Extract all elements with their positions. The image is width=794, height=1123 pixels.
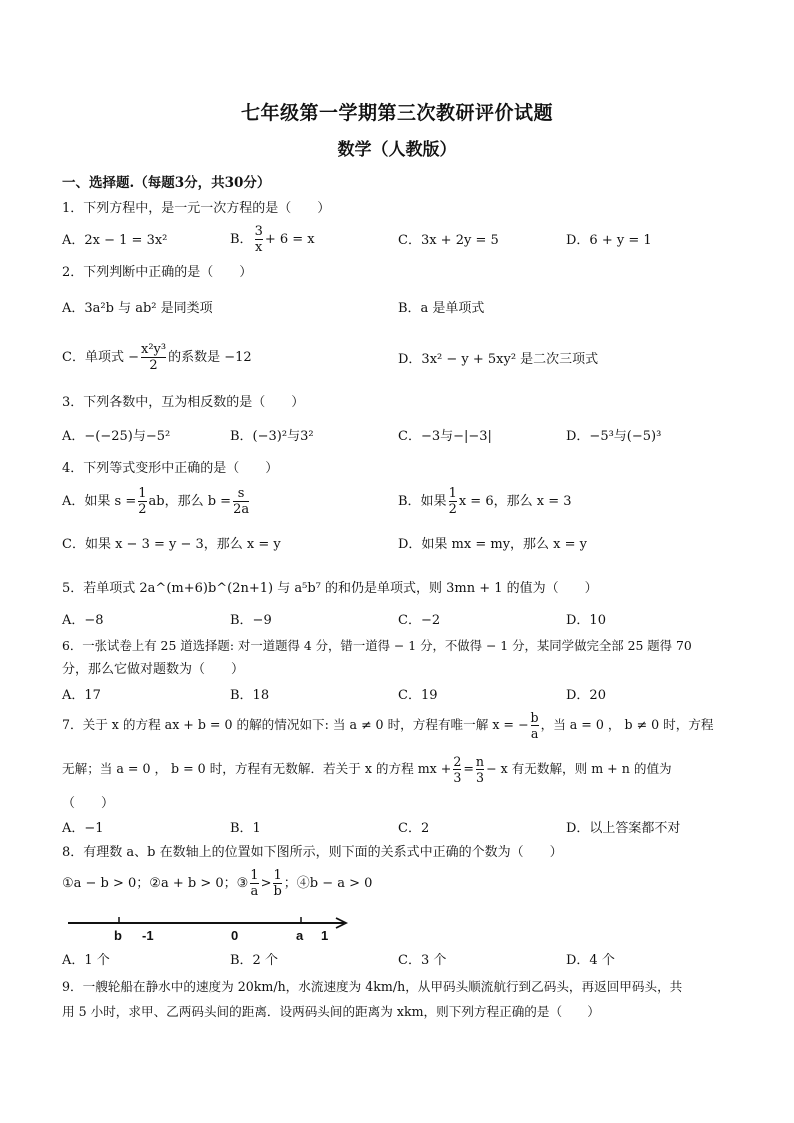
q7-option-b: B．1 [230, 821, 261, 836]
axis-label-one: 1 [321, 928, 329, 943]
q1-option-a: A．2x − 1 = 3x² [62, 233, 168, 248]
question-7-line-3: （ ） [62, 796, 115, 811]
number-line-figure [60, 912, 360, 946]
q5-option-b: B．−9 [230, 613, 272, 628]
question-1-stem: 1．下列方程中，是一元一次方程的是（ ） [62, 201, 331, 216]
q6-option-c: C．19 [398, 688, 438, 703]
q5-option-c: C．−2 [398, 613, 441, 628]
axis-label-zero: 0 [231, 928, 239, 943]
question-7-line-1: 7．关于 x 的方程 ax + b = 0 的解的情况如下: 当 a ≠ 0 时，方程有唯一解 x = − $\frac{b}{a}$ ，当 a = 0 ， b ≠ 0 时，方程 [62, 710, 714, 741]
q4-option-a: A．如果 s = $\frac{1}{2}$ ab，那么 b = $\frac{s}{2a}$ [62, 486, 250, 517]
axis-label-minus-one: -1 [142, 928, 154, 943]
question-9-line-1: 9．一艘轮船在静水中的速度为 20km/h，水流速度为 4km/h，从甲码头顺流航行到乙码头，再返回甲码头，共 [62, 979, 683, 994]
axis-label-a: a [296, 928, 304, 943]
page-subtitle: 数学（人教版） [337, 140, 457, 160]
question-8-stem: 8．有理数 a、b 在数轴上的位置如下图所示，则下面的关系式中正确的个数为（ ） [62, 845, 563, 860]
q7-option-d: D．以上答案都不对 [566, 821, 681, 836]
q1-option-c: C．3x + 2y = 5 [398, 233, 499, 248]
q6-option-b: B．18 [230, 688, 270, 703]
question-5-stem: 5．若单项式 2a^(m+6)b^(2n+1) 与 a⁵b⁷ 的和仍是单项式，则 3mn + 1 的值为（ ） [62, 581, 598, 596]
q3-option-d: D．−5³与(−5)³ [566, 429, 662, 444]
section-heading: 一、选择题.（每题3分，共30分） [62, 175, 271, 191]
q8-option-a: A．1 个 [62, 953, 110, 968]
q3-option-c: C．−3与−|−3| [398, 429, 492, 444]
question-6-line-2: 分，那么它做对题数为（ ） [62, 662, 245, 677]
q2-option-d: D．3x² − y + 5xy² 是二次三项式 [398, 352, 599, 367]
q6-option-d: D．20 [566, 688, 606, 703]
q3-option-b: B．(−3)²与3² [230, 429, 314, 444]
q4-option-b: B．如果 $\frac{1}{2}$ x = 6，那么 x = 3 [398, 486, 572, 517]
q1-option-b: B． $\frac{3}{x}$ + 6 = x [230, 224, 315, 255]
q5-option-a: A．−8 [62, 613, 104, 628]
q8-option-b: B．2 个 [230, 953, 278, 968]
question-3-stem: 3．下列各数中，互为相反数的是（ ） [62, 395, 305, 410]
q8-option-c: C．3 个 [398, 953, 447, 968]
q8-option-d: D．4 个 [566, 953, 615, 968]
question-7-line-2: 无解；当 a = 0 ， b = 0 时，方程有无数解．若关于 x 的方程 mx + $\frac{2}{3}$ = $\frac{n}{3}$ − x 有无数解，则 m + n 的值为 [62, 754, 672, 785]
q1-option-d: D．6 + y = 1 [566, 233, 652, 248]
axis-label-b: b [114, 928, 122, 943]
q5-option-d: D．10 [566, 613, 606, 628]
question-9-line-2: 用 5 小时，求甲、乙两码头间的距离．设两码头间的距离为 xkm，则下列方程正确的是（ ） [62, 1004, 600, 1019]
q4-option-c: C．如果 x − 3 = y − 3，那么 x = y [62, 537, 281, 552]
question-8-relations: ①a − b > 0；②a + b > 0；③ $\frac{1}{a}$ > $\frac{1}{b}$ ；④b − a > 0 [62, 868, 373, 899]
question-2-stem: 2．下列判断中正确的是（ ） [62, 265, 253, 280]
q6-option-a: A．17 [62, 688, 101, 703]
page-title: 七年级第一学期第三次教研评价试题 [240, 102, 553, 124]
question-4-stem: 4．下列等式变形中正确的是（ ） [62, 461, 279, 476]
q4-option-d: D．如果 mx = my，那么 x = y [398, 537, 588, 552]
q2-option-b: B．a 是单项式 [398, 301, 485, 316]
q3-option-a: A．−(−25)与−5² [62, 429, 171, 444]
q7-option-a: A．−1 [62, 821, 104, 836]
q7-option-c: C．2 [398, 821, 430, 836]
question-6-line-1: 6．一张试卷上有 25 道选择题: 对一道题得 4 分，错一道得 − 1 分，不做得 − 1 分，某同学做完全部 25 题得 70 [62, 638, 692, 653]
q2-option-a: A．3a²b 与 ab² 是同类项 [62, 301, 213, 316]
q2-option-c: C．单项式 − $\frac{\text{x²y³}}{2}$ 的系数是 −12 [62, 342, 252, 373]
